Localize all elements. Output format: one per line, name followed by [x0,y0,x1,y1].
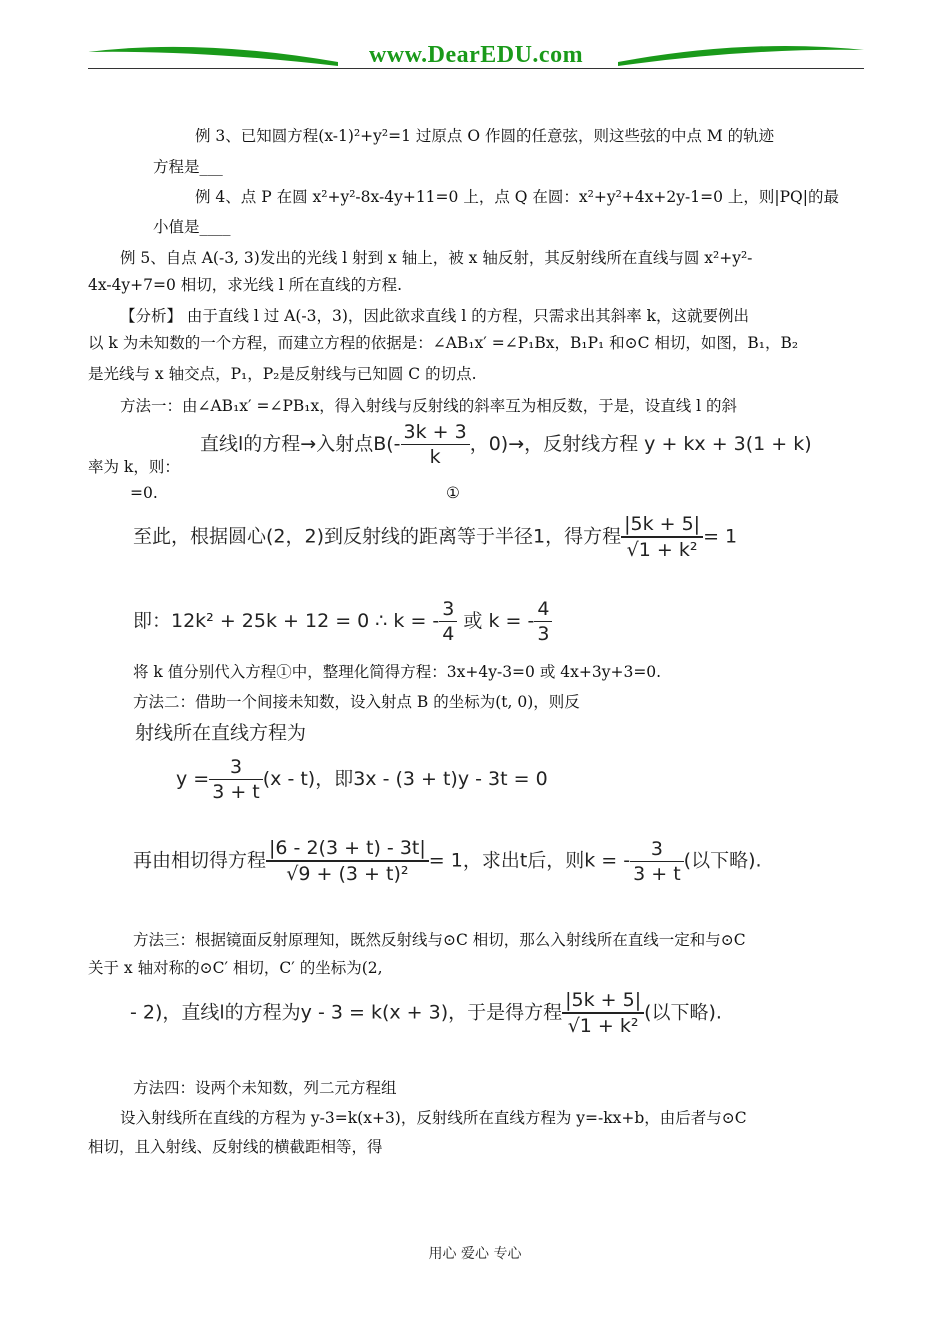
method2-line1: 方法二：借助一个间接未知数，设入射点 B 的坐标为(t, 0)，则反 [133,693,580,711]
site-logo-text: www.DearEDU.com [368,42,584,68]
site-header-banner [88,36,864,70]
method4-line1: 方法四：设两个未知数，列二元方程组 [133,1079,397,1097]
analysis-line1: 【分析】 由于直线 l 过 A(-3，3)，因此欲求直线 l 的方程，只需求出其斜率 k，这就要例出 [120,307,750,325]
formula-tangent-equation: 再由相切得方程 $\frac{|6 - 2(3 + t) - 3t|}{\text{√9 + (3 + t)²}}$ = 1，求出t后，则k = - $\frac{3}{3 + t}$ (以下略). [133,837,762,885]
method1-line1: 方法一：由∠AB₁x′ =∠PB₁x，得入射线与反射线的斜率互为相反数，于是，设直线 l 的斜 [120,397,738,415]
analysis-line3: 是光线与 x 轴交点，P₁，P₂是反射线与已知圆 C 的切点. [88,365,477,383]
formula-reflected-line-t: y = $\frac{3}{3 + t}$ (x - t)，即3x - (3 + t)y - 3t = 0 [176,756,548,803]
header-divider [88,68,864,69]
example-3-line1: 例 3、已知圆方程(x-1)²+y²=1 过原点 O 作圆的任意弦，则这些弦的中点 M 的轨迹 [195,127,775,145]
method4-line3: 相切，且入射线、反射线的横截距相等，得 [88,1138,383,1156]
example-4-line1: 例 4、点 P 在圆 x²+y²-8x-4y+11=0 上，点 Q 在圆：x²+y²+4x+2y-1=0 上，则|PQ|的最 [195,188,839,206]
method1-result: 将 k 值分别代入方程①中，整理化简得方程：3x+4y-3=0 或 4x+3y+3=0. [133,663,662,681]
method4-line2: 设入射线所在直线的方程为 y-3=k(x+3)，反射线所在直线方程为 y=-kx+b，由后者与⊙C [120,1109,747,1127]
method1-line3: =0. [130,484,158,502]
formula-method3-equation: - 2)，直线l的方程为y - 3 = k(x + 3)，于是得方程 $\frac{|5k + 5|}{\text{√1 + k²}}$ (以下略). [130,989,722,1037]
page-footer: 用心 爱心 专心 [428,1246,522,1262]
method2-line2: 射线所在直线方程为 [135,722,307,744]
equation-marker-1: ① [446,484,460,502]
example-5-line1: 例 5、自点 A(-3, 3)发出的光线 l 射到 x 轴上，被 x 轴反射，其反射线所在直线与圆 x²+y²- [120,249,753,267]
example-3-line2: 方程是___ [153,158,223,176]
method3-line2: 关于 x 轴对称的⊙C′ 相切，C′ 的坐标为(2, [88,959,383,977]
method1-line2: 率为 k，则： [88,458,180,476]
analysis-line2: 以 k 为未知数的一个方程，而建立方程的依据是：∠AB₁x′ =∠P₁Bx，B₁P₁ 和⊙C 相切，如图，B₁，B₂ [88,334,799,352]
formula-reflected-line: 直线l的方程→入射点B(- $\frac{3k + 3}{k}$ ，0)→，反射线方程 y + kx + 3(1 + k) [200,421,812,468]
formula-quadratic-solution: 即：12k² + 25k + 12 = 0 ∴ k = - $\frac{3}{4}$ 或 k = - $\frac{4}{3}$ [133,597,552,646]
formula-distance-equation: 至此，根据圆心(2，2)到反射线的距离等于半径1，得方程 $\frac{|5k + 5|}{\text{√1 + k²}}$ = 1 [133,513,738,561]
example-5-line2: 4x-4y+7=0 相切，求光线 l 所在直线的方程. [88,276,403,294]
example-4-line2: 小值是____ [153,218,231,236]
method3-line1: 方法三：根据镜面反射原理知，既然反射线与⊙C 相切，那么入射线所在直线一定和与⊙C [133,931,746,949]
